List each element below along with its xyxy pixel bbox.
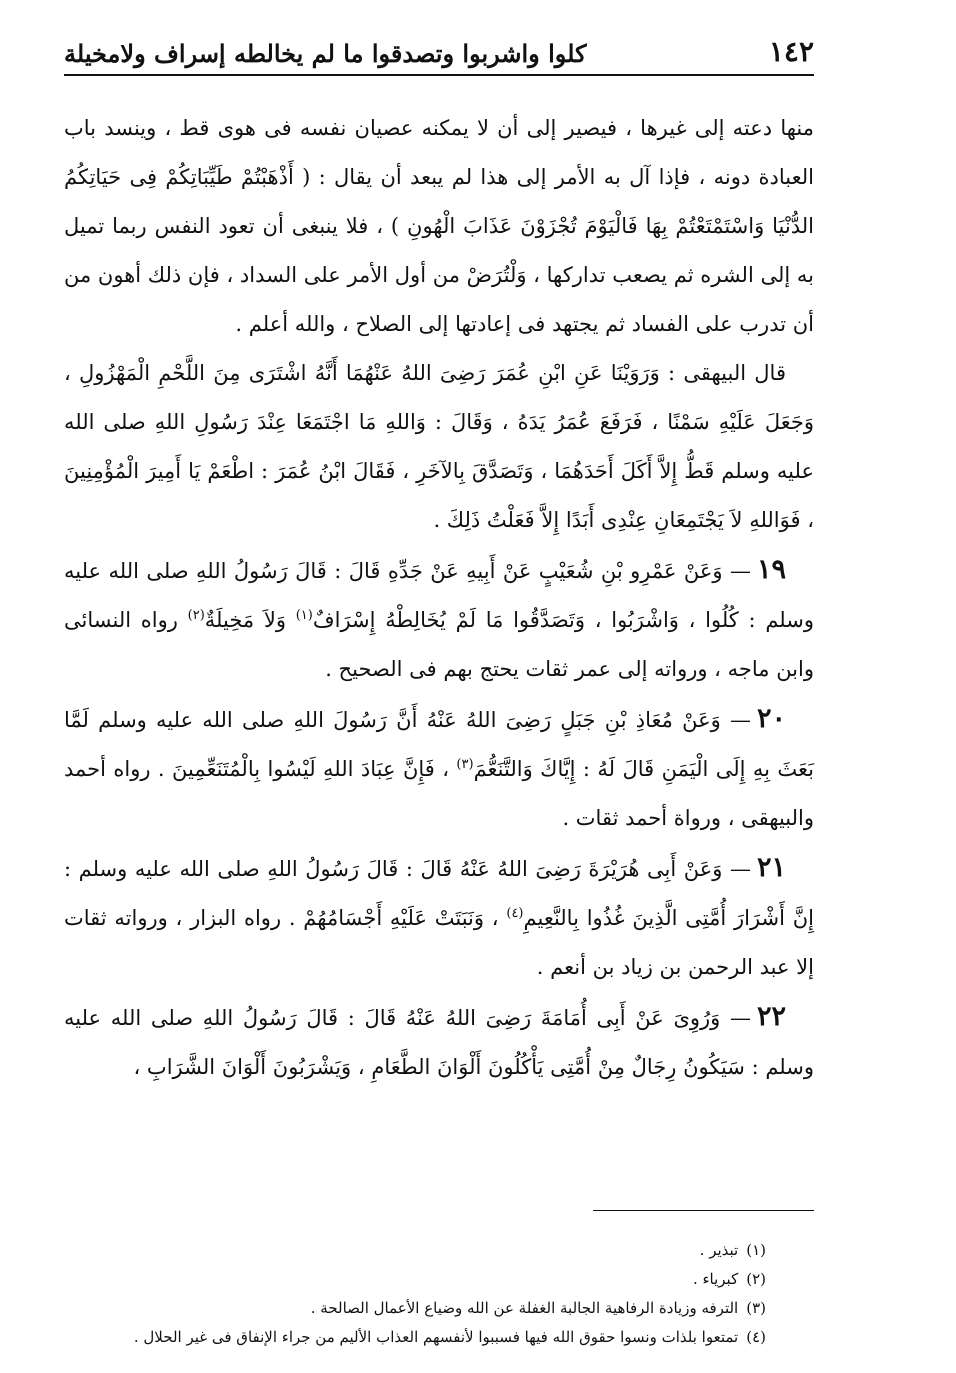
footnote-text: تبذير . — [699, 1241, 739, 1259]
hadith-number: ٢٠ — [756, 703, 786, 734]
footnote-1 — [64, 1236, 766, 1265]
main-text — [64, 104, 814, 1092]
hadith-text: — وَعَنْ مُعَاذِ بْنِ جَبَلٍ رَضِىَ اللهُ عَنْهُ أَنَّ رَسُولَ اللهِ صلى الله عليه وسلم لَمَّا بَعَثَ بِهِ إِلَى الْيَمَنِ قَالَ لَهُ : إِيَّاكَ وَالتَّنَعُّمَ — [64, 708, 814, 781]
footnote-ref-2[interactable]: (٢) — [187, 608, 205, 623]
hadith-20 — [64, 694, 814, 843]
header-divider — [64, 74, 814, 76]
hadith-19 — [64, 545, 814, 694]
footnote-divider — [593, 1210, 814, 1211]
footnote-4 — [64, 1323, 766, 1352]
hadith-text: — وَعَنْ أَبِى هُرَيْرَةَ رَضِىَ اللهُ عَنْهُ قَالَ : قَالَ رَسُولُ اللهِ صلى الله عليه وسلم : إِنَّ أَشْرَارَ أُمَّتِى الَّذِينَ غُذُوا بِالنَّعِيمِ — [64, 857, 814, 930]
footnote-ref-3[interactable]: (٣) — [456, 757, 474, 772]
footnote-ref-4[interactable]: (٤) — [506, 906, 524, 921]
page-number: ١٤٢ — [768, 35, 814, 68]
hadith-text: — وَرُوِىَ عَنْ أَبِى أُمَامَةَ رَضِىَ اللهُ عَنْهُ قَالَ : قَالَ رَسُولُ اللهِ صلى الله عليه وسلم : سَيَكُونُ رِجَالٌ مِنْ أُمَّتِى يَأْكُلُونَ أَلْوَانَ الطَّعَامِ ، وَيَشْرَبُونَ أَلْوَانَ الشَّرَابِ ، — [64, 1006, 814, 1079]
footnote-label: (١) — [746, 1241, 766, 1259]
hadith-source: رواه النسائى وابن ماجه ، ورواته إلى عمر ثقات يحتج بهم فى الصحيح . — [64, 608, 814, 681]
hadith-number: ٢١ — [756, 852, 786, 883]
paragraph-1: منها دعته إلى غيرها ، فيصير إلى أن لا يمكنه عصيان نفسه فى هوى قط ، وينسد باب العبادة دونه ، فإذا آل به الأمر إلى هذا لم يبعد أن يقال : ( أَذْهَبْتُمْ طَيِّبَاتِكُمْ فِى حَيَاتِكُمُ الدُّنْيَا وَاسْتَمْتَعْتُمْ بِهَا فَالْيَوْمَ تُجْزَوْنَ عَذَابَ الْهُونِ ) ، فلا ينبغى أن تعود النفس ربما تميل به إلى الشره ثم يصعب تداركها ، وَلْتُرَضْ من أول الأمر على السداد ، فإن ذلك أهون من أن تدرب على الفساد ثم يجتهد فى إعادتها إلى الصلاح ، والله أعلم . — [64, 116, 814, 336]
paragraph-2: قال البيهقى : وَرَوَيْنَا عَنِ ابْنِ عُمَرَ رَضِىَ اللهُ عَنْهُمَا أَنَّهُ اشْتَرَى مِنَ اللَّحْمِ الْمَهْزُولِ ، وَجَعَلَ عَلَيْهِ سَمْنًا ، فَرَفَعَ عُمَرُ يَدَهُ ، وَقَالَ : وَاللهِ مَا اجْتَمَعَا عِنْدَ رَسُولِ اللهِ صلى الله عليه وسلم قَطُّ إِلاَّ أَكَلَ أَحَدَهُمَا ، وَتَصَدَّقَ بِالآخَرِ ، فَقَالَ ابْنُ عُمَرَ : اطْعَمْ يَا أَمِيرَ الْمُؤْمِنِينَ ، فَوَاللهِ لاَ يَجْتَمِعَانِ عِنْدِى أَبَدًا إِلاَّ فَعَلْتُ ذَلِكَ . — [64, 361, 814, 532]
footnote-3 — [64, 1294, 766, 1323]
footnote-label: (٤) — [746, 1328, 766, 1346]
footnote-text: تمتعوا بلذات ونسوا حقوق الله فيها فسببوا لأنفسهم العذاب الأليم من جراء الإنفاق فى غير الحلال . — [133, 1328, 739, 1346]
footnote-text: كبرياء . — [692, 1270, 739, 1288]
hadith-text: ، فَإِنَّ عِبَادَ اللهِ لَيْسُوا بِالْمُتَنَعِّمِينَ . رواه أحمد والبيهقى ، ورواة أحمد ثقات . — [64, 757, 814, 830]
hadith-22 — [64, 992, 814, 1092]
running-title: كلوا واشربوا وتصدقوا ما لم يخالطه إسراف ولامخيلة — [64, 39, 587, 68]
hadith-text: ، وَنَبَتَتْ عَلَيْهِ أَجْسَامُهُمْ . رواه البزار ، ورواته ثقات إلا عبد الرحمن بن زياد بن أنعم . — [64, 906, 814, 979]
footnote-text: الترفه وزيادة الرفاهية الجالبة الغفلة عن الله وضياع الأعمال الصالحة . — [310, 1299, 739, 1317]
page-header — [64, 28, 814, 68]
footnote-2 — [64, 1265, 766, 1294]
footnote-ref-1[interactable]: (١) — [295, 608, 313, 623]
hadith-number: ٢٢ — [756, 1001, 786, 1032]
hadith-number: ١٩ — [756, 554, 786, 585]
footnote-label: (٢) — [746, 1270, 766, 1288]
hadith-text: وَلاَ مَخِيلَةٌ — [204, 608, 296, 632]
footnotes — [64, 1236, 766, 1352]
footnote-label: (٣) — [746, 1299, 766, 1317]
hadith-text: — وَعَنْ عَمْرِو بْنِ شُعَيْبٍ عَنْ أَبِيهِ عَنْ جَدِّهِ قَالَ : قَالَ رَسُولُ اللهِ صلى الله عليه وسلم : كُلُوا ، وَاشْرَبُوا ، وَتَصَدَّقُوا مَا لَمْ يُخَالِطْهُ إِسْرَافٌ — [64, 559, 814, 632]
hadith-21 — [64, 843, 814, 992]
